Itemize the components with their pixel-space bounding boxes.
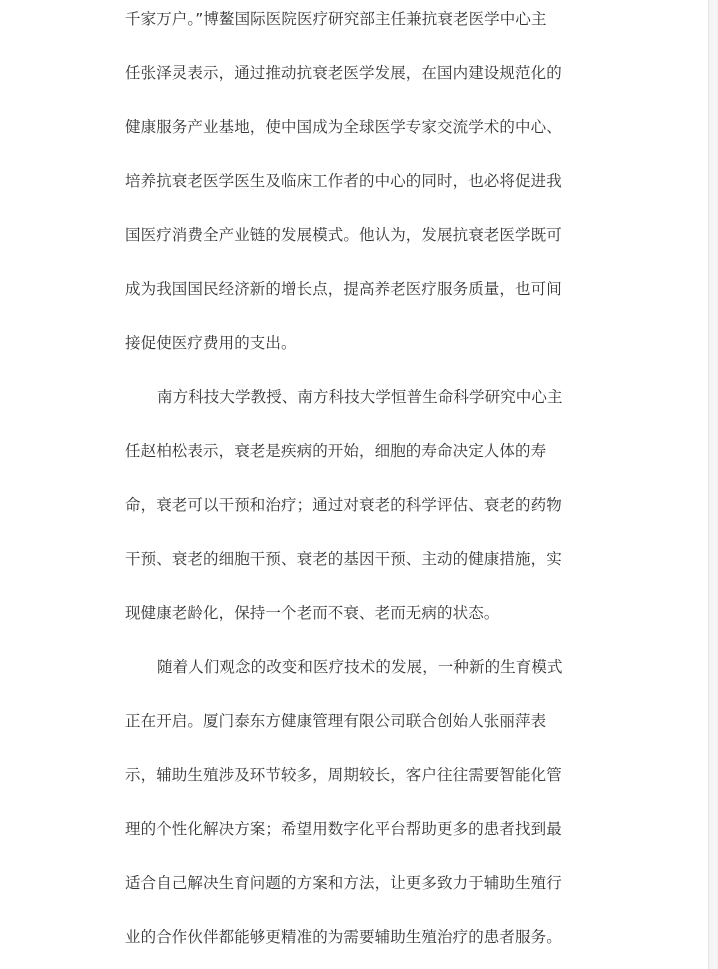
scrollbar-thumb[interactable]	[710, 0, 717, 969]
article-line: 干预、衰老的细胞干预、衰老的基因干预、主动的健康措施，实	[125, 550, 562, 568]
article-line: 国医疗消费全产业链的发展模式。他认为，发展抗衰老医学既可	[125, 226, 562, 244]
article-line: 现健康老龄化，保持一个老而不衰、老而无病的状态。	[125, 604, 500, 622]
article-line: 健康服务产业基地，使中国成为全球医学专家交流学术的中心、	[125, 118, 562, 136]
article-line: 理的个性化解决方案；希望用数字化平台帮助更多的患者找到最	[125, 820, 562, 838]
article-line: 千家万户。”博鳌国际医院医疗研究部主任兼抗衰老医学中心主	[125, 10, 547, 28]
vertical-scrollbar[interactable]	[708, 0, 718, 969]
article-line: 接促使医疗费用的支出。	[125, 334, 297, 352]
article-line: 正在开启。厦门泰东方健康管理有限公司联合创始人张丽萍表	[125, 712, 547, 730]
article-line: 任张泽灵表示，通过推动抗衰老医学发展，在国内建设规范化的	[125, 64, 562, 82]
article-line: 示，辅助生殖涉及环节较多，周期较长，客户往往需要智能化管	[125, 766, 562, 784]
article-line: 培养抗衰老医学医生及临床工作者的中心的同时，也必将促进我	[125, 172, 562, 190]
article-line: 业的合作伙伴都能够更精准的为需要辅助生殖治疗的患者服务。	[125, 928, 562, 946]
article-line: 任赵柏松表示，衰老是疾病的开始，细胞的寿命决定人体的寿	[125, 442, 547, 460]
article-line: 命，衰老可以干预和治疗；通过对衰老的科学评估、衰老的药物	[125, 496, 562, 514]
article-line: 随着人们观念的改变和医疗技术的发展，一种新的生育模式	[157, 658, 563, 676]
article-line: 适合自己解决生育问题的方案和方法，让更多致力于辅助生殖行	[125, 874, 562, 892]
article-line: 南方科技大学教授、南方科技大学恒普生命科学研究中心主	[157, 388, 563, 406]
article-line: 成为我国国民经济新的增长点，提高养老医疗服务质量，也可间	[125, 280, 562, 298]
